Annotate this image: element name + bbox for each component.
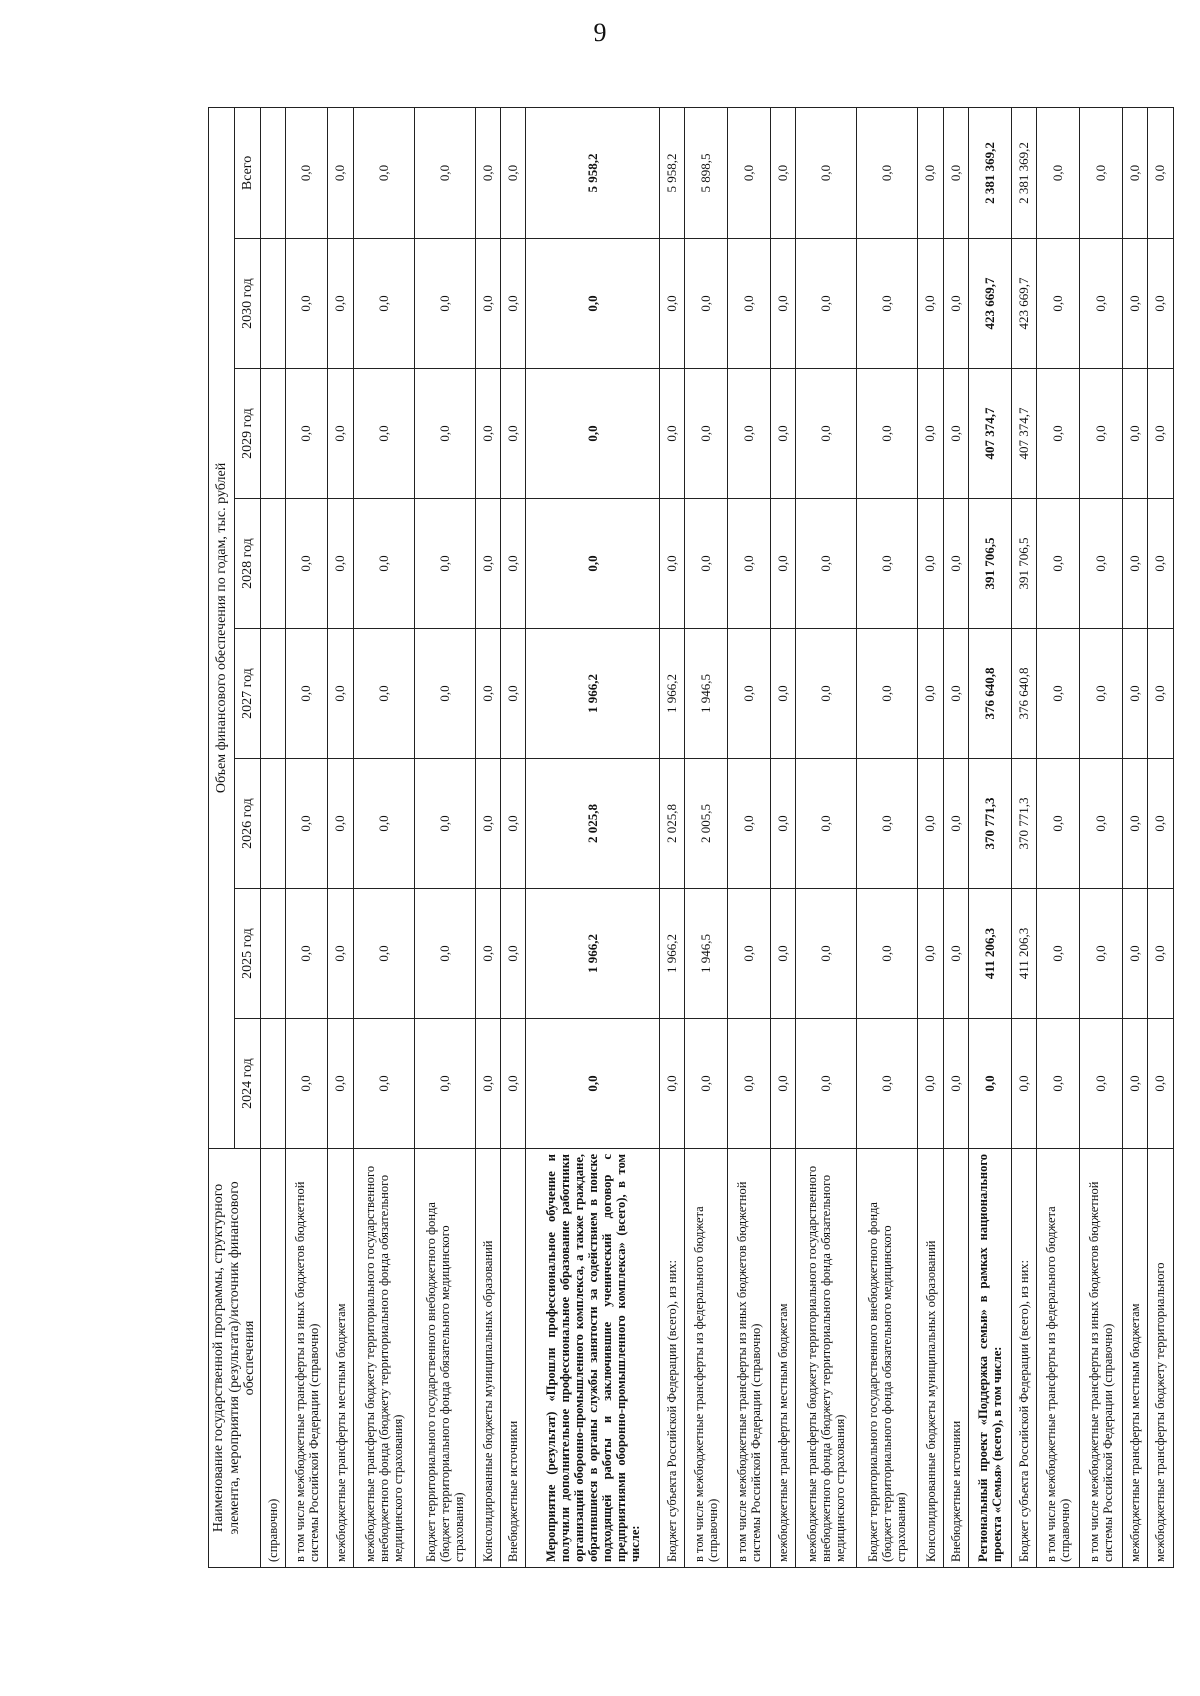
header-row-group <box>209 107 235 1567</box>
row-value-cell: 0,0 <box>771 369 796 499</box>
row-value-cell: 0,0 <box>728 759 771 889</box>
row-value-cell: 0,0 <box>353 759 414 889</box>
row-value-cell: 0,0 <box>857 499 918 629</box>
row-value-cell: 0,0 <box>501 889 526 1019</box>
row-value-cell: 0,0 <box>728 239 771 369</box>
row-value-cell: 0,0 <box>771 759 796 889</box>
row-value-cell: 2 005,5 <box>685 759 728 889</box>
row-value-cell: 0,0 <box>328 759 353 889</box>
row-value-cell: 0,0 <box>796 629 857 759</box>
table-row <box>414 107 475 1567</box>
row-value-cell: 0,0 <box>918 759 943 889</box>
row-value-cell: 0,0 <box>1037 759 1080 889</box>
table-row <box>328 107 353 1567</box>
table-row <box>796 107 857 1567</box>
row-total-cell: 0,0 <box>796 107 857 238</box>
row-value-cell: 0,0 <box>353 1019 414 1149</box>
row-value-cell: 0,0 <box>918 889 943 1019</box>
row-value-cell: 0,0 <box>660 1019 685 1149</box>
row-value-cell: 0,0 <box>857 1019 918 1149</box>
row-value-cell: 0,0 <box>1122 239 1147 369</box>
row-value-cell: 1 966,2 <box>660 889 685 1019</box>
row-value-cell: 0,0 <box>728 1019 771 1149</box>
row-value-cell: 0,0 <box>285 759 328 889</box>
row-value-cell: 0,0 <box>857 759 918 889</box>
row-value-cell: 0,0 <box>857 629 918 759</box>
row-value-cell: 0,0 <box>1037 629 1080 759</box>
row-name-cell: Бюджет территориального государственного внебюджетного фонда (бюджет территориального фонда обязательного медицинского страхования) <box>857 1149 918 1568</box>
header-name-column: Наименование государственной программы, структурного элемента, мероприятия (результата)/источник финансового обеспечения <box>209 1149 261 1568</box>
row-value-cell: 370 771,3 <box>1011 759 1036 889</box>
table-row <box>771 107 796 1567</box>
row-value-cell: 0,0 <box>1148 889 1173 1019</box>
row-value-cell: 0,0 <box>728 369 771 499</box>
table-row <box>1037 107 1080 1567</box>
row-total-cell: 0,0 <box>918 107 943 238</box>
page-number: 9 <box>593 18 607 47</box>
row-value-cell: 0,0 <box>328 239 353 369</box>
row-total-cell: 2 381 369,2 <box>1011 107 1036 238</box>
row-value-cell: 0,0 <box>660 239 685 369</box>
row-value-cell: 0,0 <box>969 1019 1012 1149</box>
row-value-cell <box>261 629 286 759</box>
row-total-cell: 0,0 <box>414 107 475 238</box>
row-value-cell: 1 946,5 <box>685 629 728 759</box>
row-name-cell: Внебюджетные источники <box>501 1149 526 1568</box>
table-row <box>285 107 328 1567</box>
row-value-cell: 0,0 <box>771 1019 796 1149</box>
row-value-cell: 0,0 <box>1080 889 1123 1019</box>
row-value-cell: 0,0 <box>771 629 796 759</box>
row-value-cell: 0,0 <box>857 369 918 499</box>
row-value-cell: 0,0 <box>414 759 475 889</box>
row-value-cell: 0,0 <box>328 1019 353 1149</box>
row-value-cell <box>261 499 286 629</box>
row-total-cell: 5 898,5 <box>685 107 728 238</box>
row-value-cell: 0,0 <box>1037 889 1080 1019</box>
row-value-cell: 0,0 <box>943 239 968 369</box>
row-value-cell: 0,0 <box>1148 629 1173 759</box>
row-name-cell: в том числе межбюджетные трансферты из федерального бюджета (справочно) <box>1037 1149 1080 1568</box>
row-total-cell: 0,0 <box>1148 107 1173 238</box>
row-value-cell: 0,0 <box>685 499 728 629</box>
row-value-cell: 0,0 <box>526 499 660 629</box>
table-row <box>501 107 526 1567</box>
row-value-cell: 0,0 <box>771 499 796 629</box>
row-value-cell: 0,0 <box>660 369 685 499</box>
row-value-cell: 0,0 <box>328 629 353 759</box>
row-value-cell: 1 966,2 <box>526 889 660 1019</box>
row-value-cell: 0,0 <box>414 239 475 369</box>
row-total-cell: 0,0 <box>943 107 968 238</box>
header-group-title: Объем финансового обеспечения по годам, тыс. рублей <box>209 107 235 1148</box>
financing-table <box>208 107 1174 1568</box>
row-value-cell: 0,0 <box>328 889 353 1019</box>
row-value-cell: 0,0 <box>1148 239 1173 369</box>
row-value-cell: 0,0 <box>475 369 500 499</box>
row-value-cell: 0,0 <box>771 239 796 369</box>
row-total-cell: 5 958,2 <box>660 107 685 238</box>
row-value-cell: 423 669,7 <box>969 239 1012 369</box>
row-name-cell: межбюджетные трансферты местным бюджетам <box>1122 1149 1147 1568</box>
row-value-cell: 0,0 <box>1037 1019 1080 1149</box>
row-name-cell: в том числе межбюджетные трансферты из иных бюджетов бюджетной системы Российской Федерации (справочно) <box>728 1149 771 1568</box>
row-value-cell: 0,0 <box>1080 239 1123 369</box>
row-value-cell: 0,0 <box>353 369 414 499</box>
row-value-cell: 0,0 <box>1148 1019 1173 1149</box>
row-value-cell <box>261 759 286 889</box>
row-value-cell: 407 374,7 <box>969 369 1012 499</box>
row-value-cell: 1 946,5 <box>685 889 728 1019</box>
row-value-cell: 2 025,8 <box>660 759 685 889</box>
row-name-cell: межбюджетные трансферты бюджету территориального государственного внебюджетного фонда (бюджету территориального фонда обязательного медицинского страхования) <box>796 1149 857 1568</box>
row-name-cell: в том числе межбюджетные трансферты из иных бюджетов бюджетной системы Российской Федерации (справочно) <box>1080 1149 1123 1568</box>
row-value-cell: 0,0 <box>1148 369 1173 499</box>
row-value-cell: 0,0 <box>660 499 685 629</box>
header-year-2027: 2027 год <box>235 629 261 759</box>
row-value-cell: 1 966,2 <box>526 629 660 759</box>
row-value-cell: 0,0 <box>1080 499 1123 629</box>
row-value-cell <box>261 369 286 499</box>
row-value-cell: 0,0 <box>918 239 943 369</box>
header-total: Всего <box>235 107 261 238</box>
row-value-cell: 0,0 <box>285 889 328 1019</box>
row-value-cell: 0,0 <box>414 1019 475 1149</box>
row-name-cell: межбюджетные трансферты местным бюджетам <box>771 1149 796 1568</box>
row-value-cell: 0,0 <box>475 759 500 889</box>
row-value-cell: 0,0 <box>475 499 500 629</box>
row-value-cell: 0,0 <box>1122 1019 1147 1149</box>
row-value-cell: 0,0 <box>918 369 943 499</box>
table-row <box>475 107 500 1567</box>
row-value-cell: 376 640,8 <box>1011 629 1036 759</box>
row-value-cell: 0,0 <box>285 629 328 759</box>
row-name-cell: (справочно) <box>261 1149 286 1568</box>
row-value-cell: 2 025,8 <box>526 759 660 889</box>
row-name-cell: Бюджет территориального государственного внебюджетного фонда (бюджет территориального фонда обязательного медицинского страхования) <box>414 1149 475 1568</box>
row-value-cell: 0,0 <box>501 239 526 369</box>
row-value-cell: 0,0 <box>943 369 968 499</box>
row-total-cell: 5 958,2 <box>526 107 660 238</box>
row-total-cell: 0,0 <box>475 107 500 238</box>
row-value-cell: 0,0 <box>943 499 968 629</box>
row-value-cell: 0,0 <box>475 1019 500 1149</box>
table-row <box>261 107 286 1567</box>
row-value-cell: 0,0 <box>526 1019 660 1149</box>
row-value-cell: 0,0 <box>501 629 526 759</box>
row-value-cell: 0,0 <box>526 369 660 499</box>
row-value-cell: 0,0 <box>1148 499 1173 629</box>
row-value-cell: 0,0 <box>501 759 526 889</box>
row-value-cell: 0,0 <box>728 889 771 1019</box>
row-name-cell: Мероприятие (результат) «Прошли профессиональное обучение и получили дополнительное профессиональное образование работники организаций оборонно-промышленного комплекса, а также граждане, обратившиеся в органы службы занятости за содействием в поиске подходящей работы и заключившие ученический договор с предприятиями оборонно-промышленного комплекса» (всего), в том числе: <box>526 1149 660 1568</box>
row-value-cell: 0,0 <box>728 629 771 759</box>
table-row <box>1011 107 1036 1567</box>
row-value-cell: 0,0 <box>353 239 414 369</box>
row-value-cell: 391 706,5 <box>969 499 1012 629</box>
row-value-cell: 376 640,8 <box>969 629 1012 759</box>
table-row <box>969 107 1012 1567</box>
row-value-cell: 0,0 <box>1080 759 1123 889</box>
row-value-cell: 391 706,5 <box>1011 499 1036 629</box>
row-total-cell: 0,0 <box>501 107 526 238</box>
row-value-cell <box>261 1019 286 1149</box>
row-value-cell <box>261 889 286 1019</box>
row-value-cell: 0,0 <box>475 889 500 1019</box>
table-row <box>685 107 728 1567</box>
row-value-cell: 0,0 <box>328 499 353 629</box>
row-value-cell: 0,0 <box>285 1019 328 1149</box>
row-value-cell: 0,0 <box>285 369 328 499</box>
row-value-cell: 0,0 <box>943 889 968 1019</box>
row-value-cell: 0,0 <box>1122 629 1147 759</box>
row-total-cell: 0,0 <box>1080 107 1123 238</box>
table-body <box>261 107 1174 1567</box>
row-value-cell: 0,0 <box>353 499 414 629</box>
table-row <box>857 107 918 1567</box>
row-value-cell: 0,0 <box>475 629 500 759</box>
table-row <box>1122 107 1147 1567</box>
header-year-2029: 2029 год <box>235 369 261 499</box>
row-value-cell: 0,0 <box>285 239 328 369</box>
row-value-cell: 0,0 <box>796 499 857 629</box>
header-year-2024: 2024 год <box>235 1019 261 1149</box>
row-total-cell: 0,0 <box>353 107 414 238</box>
header-year-2028: 2028 год <box>235 499 261 629</box>
row-value-cell: 0,0 <box>1080 629 1123 759</box>
row-name-cell: Региональный проект «Поддержка семьи» в рамках национального проекта «Семья» (всего), в том числе: <box>969 1149 1012 1568</box>
row-name-cell: Бюджет субъекта Российской Федерации (всего), из них: <box>660 1149 685 1568</box>
row-value-cell: 0,0 <box>1037 239 1080 369</box>
header-year-2025: 2025 год <box>235 889 261 1019</box>
row-value-cell: 0,0 <box>728 499 771 629</box>
row-name-cell: Консолидированные бюджеты муниципальных образований <box>475 1149 500 1568</box>
row-name-cell: Бюджет субъекта Российской Федерации (всего), из них: <box>1011 1149 1036 1568</box>
header-year-2030: 2030 год <box>235 239 261 369</box>
row-value-cell: 0,0 <box>501 1019 526 1149</box>
row-value-cell: 0,0 <box>1037 369 1080 499</box>
row-total-cell: 0,0 <box>285 107 328 238</box>
row-value-cell: 0,0 <box>1148 759 1173 889</box>
row-name-cell: межбюджетные трансферты бюджету территориального <box>1148 1149 1173 1568</box>
row-value-cell: 0,0 <box>526 239 660 369</box>
table-row <box>1080 107 1123 1567</box>
row-value-cell: 423 669,7 <box>1011 239 1036 369</box>
row-value-cell: 0,0 <box>414 499 475 629</box>
row-total-cell: 0,0 <box>728 107 771 238</box>
row-value-cell: 0,0 <box>918 629 943 759</box>
row-name-cell: Внебюджетные источники <box>943 1149 968 1568</box>
row-value-cell: 0,0 <box>685 369 728 499</box>
row-value-cell: 0,0 <box>796 759 857 889</box>
row-value-cell: 1 966,2 <box>660 629 685 759</box>
table-row <box>918 107 943 1567</box>
row-value-cell: 0,0 <box>685 239 728 369</box>
row-value-cell: 0,0 <box>943 629 968 759</box>
row-value-cell: 0,0 <box>328 369 353 499</box>
row-value-cell: 0,0 <box>771 889 796 1019</box>
row-value-cell: 0,0 <box>414 369 475 499</box>
row-value-cell: 0,0 <box>796 369 857 499</box>
row-value-cell: 0,0 <box>918 499 943 629</box>
table-row <box>660 107 685 1567</box>
row-value-cell: 0,0 <box>796 889 857 1019</box>
row-value-cell: 0,0 <box>918 1019 943 1149</box>
table-row <box>1148 107 1173 1567</box>
row-value-cell: 0,0 <box>685 1019 728 1149</box>
row-total-cell <box>261 107 286 238</box>
row-value-cell: 0,0 <box>857 889 918 1019</box>
row-value-cell: 0,0 <box>796 239 857 369</box>
row-value-cell: 411 206,3 <box>969 889 1012 1019</box>
row-name-cell: межбюджетные трансферты бюджету территориального государственного внебюджетного фонда (бюджету территориального фонда обязательного медицинского страхования) <box>353 1149 414 1568</box>
row-value-cell: 0,0 <box>353 629 414 759</box>
row-value-cell: 0,0 <box>1011 1019 1036 1149</box>
header-year-2026: 2026 год <box>235 759 261 889</box>
table-row <box>526 107 660 1567</box>
row-value-cell: 370 771,3 <box>969 759 1012 889</box>
row-total-cell: 2 381 369,2 <box>969 107 1012 238</box>
row-value-cell: 0,0 <box>1037 499 1080 629</box>
row-value-cell: 0,0 <box>943 1019 968 1149</box>
row-total-cell: 0,0 <box>1122 107 1147 238</box>
row-value-cell <box>261 239 286 369</box>
row-value-cell: 0,0 <box>943 759 968 889</box>
row-value-cell: 411 206,3 <box>1011 889 1036 1019</box>
row-name-cell: в том числе межбюджетные трансферты из иных бюджетов бюджетной системы Российской Федерации (справочно) <box>285 1149 328 1568</box>
row-total-cell: 0,0 <box>771 107 796 238</box>
row-name-cell: Консолидированные бюджеты муниципальных образований <box>918 1149 943 1568</box>
row-value-cell: 0,0 <box>1122 369 1147 499</box>
row-value-cell: 0,0 <box>414 629 475 759</box>
table-row <box>728 107 771 1567</box>
row-value-cell: 0,0 <box>1122 499 1147 629</box>
row-total-cell: 0,0 <box>328 107 353 238</box>
row-value-cell: 407 374,7 <box>1011 369 1036 499</box>
row-value-cell: 0,0 <box>796 1019 857 1149</box>
table-row <box>353 107 414 1567</box>
row-value-cell: 0,0 <box>414 889 475 1019</box>
row-total-cell: 0,0 <box>857 107 918 238</box>
row-value-cell: 0,0 <box>1080 369 1123 499</box>
row-value-cell: 0,0 <box>857 239 918 369</box>
row-total-cell: 0,0 <box>1037 107 1080 238</box>
row-value-cell: 0,0 <box>353 889 414 1019</box>
row-name-cell: в том числе межбюджетные трансферты из федерального бюджета (справочно) <box>685 1149 728 1568</box>
row-value-cell: 0,0 <box>1122 759 1147 889</box>
row-value-cell: 0,0 <box>501 369 526 499</box>
row-value-cell: 0,0 <box>1080 1019 1123 1149</box>
row-value-cell: 0,0 <box>285 499 328 629</box>
table-row <box>943 107 968 1567</box>
row-value-cell: 0,0 <box>501 499 526 629</box>
row-value-cell: 0,0 <box>475 239 500 369</box>
row-name-cell: межбюджетные трансферты местным бюджетам <box>328 1149 353 1568</box>
rotated-table-container <box>208 108 1168 1568</box>
row-value-cell: 0,0 <box>1122 889 1147 1019</box>
